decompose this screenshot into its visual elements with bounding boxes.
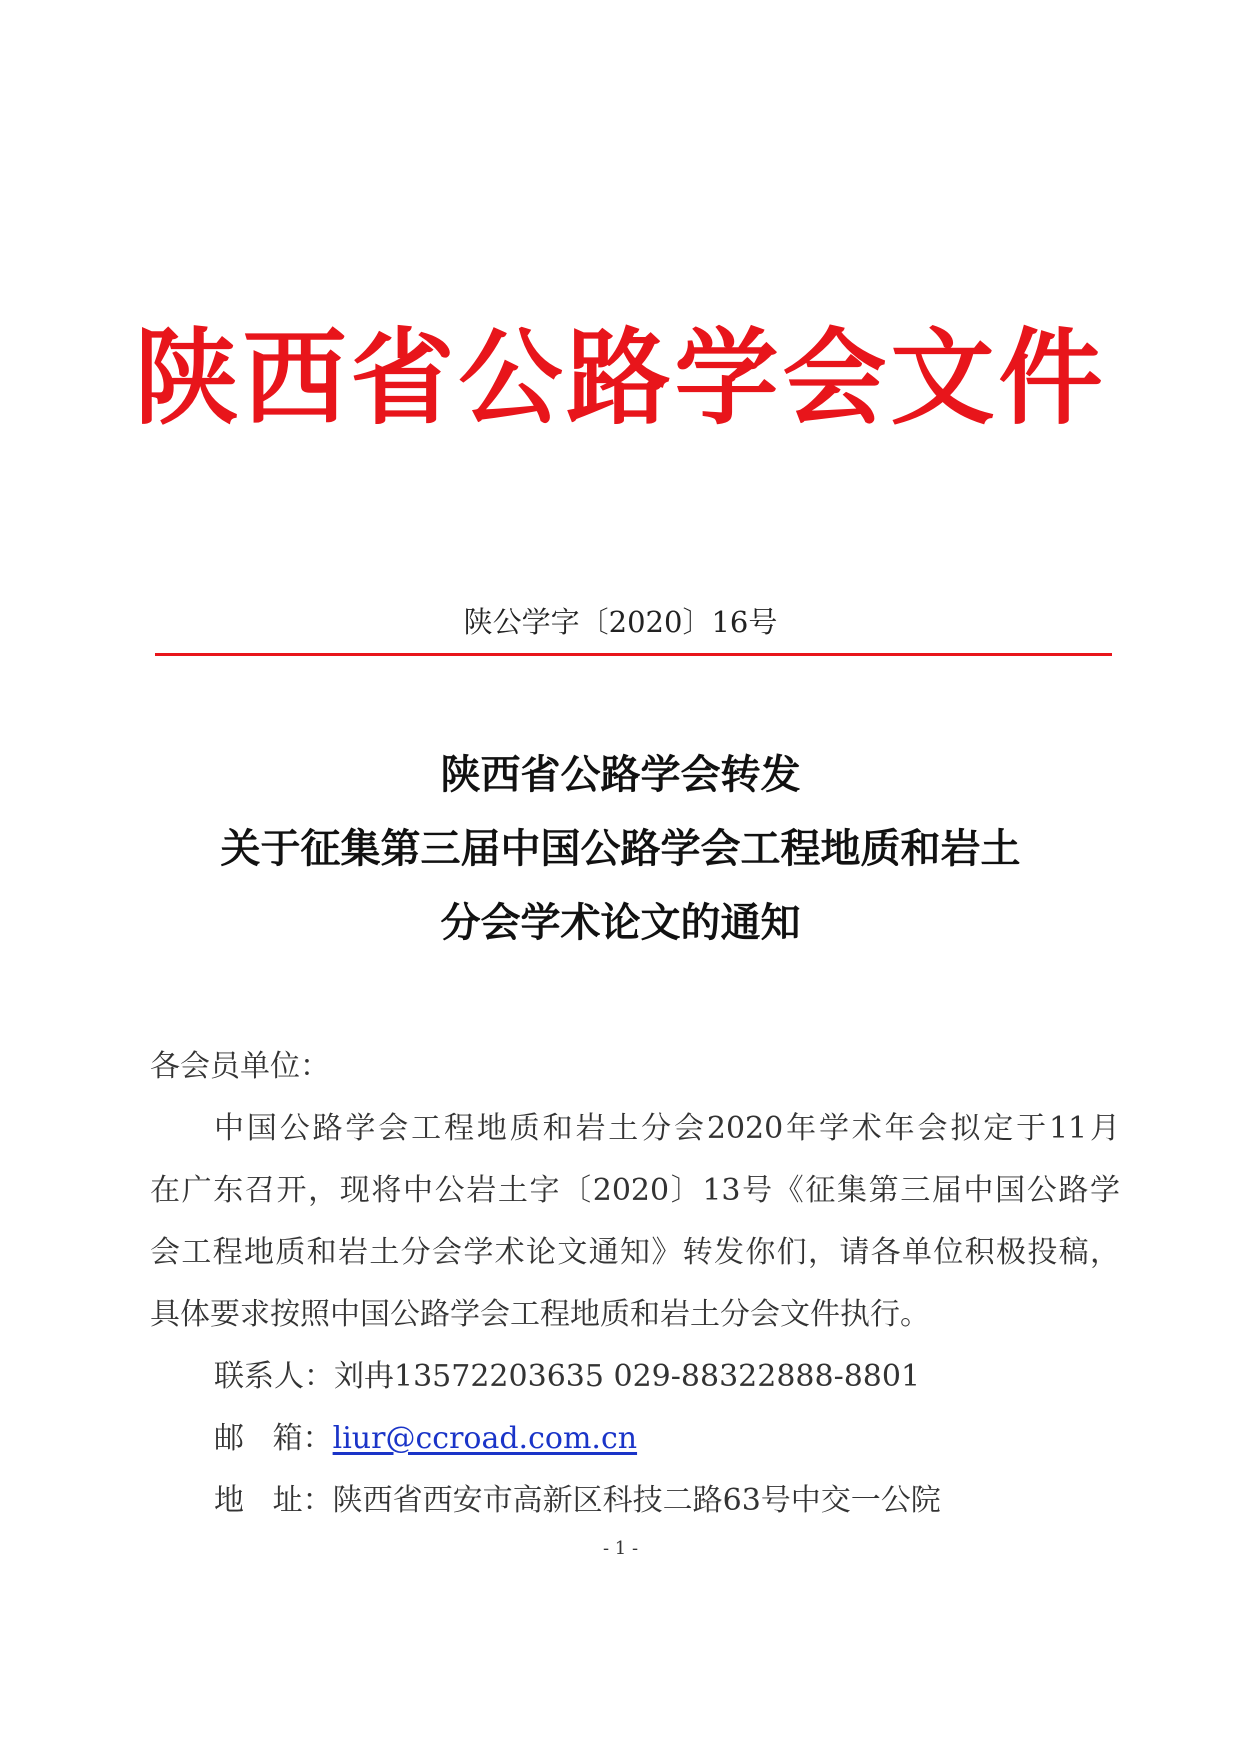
contact-person-label: 联系人：	[214, 1359, 334, 1394]
paragraph-line: 中国公路学会工程地质和岩土分会2020年学术年会拟定于11月	[214, 1111, 1120, 1146]
contact-address	[150, 1470, 1120, 1532]
notice-body	[150, 1036, 1120, 1532]
salutation: 各会员单位：	[150, 1049, 330, 1084]
title-line: 陕西省公路学会转发	[440, 752, 801, 798]
paragraph-line: 在广东召开，现将中公岩土字〔2020〕13号《征集第三届中国公路学	[150, 1173, 1120, 1208]
contact-person	[150, 1346, 1120, 1408]
masthead-title: 陕西省公路学会文件	[134, 317, 1107, 439]
title-line: 分会学术论文的通知	[440, 900, 801, 946]
red-divider	[155, 653, 1112, 656]
contact-email-label: 邮 箱：	[214, 1421, 333, 1456]
contact-address-value: 陕西省西安市高新区科技二路63号中交一公院	[332, 1483, 941, 1518]
contact-address-label: 地 址：	[214, 1483, 333, 1518]
contact-email	[150, 1408, 1120, 1470]
contact-person-value: 刘冉13572203635 029-88322888-8801	[334, 1359, 921, 1394]
notice-title	[0, 738, 1241, 960]
title-line: 关于征集第三届中国公路学会工程地质和岩土	[220, 826, 1021, 872]
page-number: - 1 -	[602, 1538, 639, 1559]
email-link[interactable]: liur@ccroad.com.cn	[332, 1421, 638, 1456]
paragraph-line: 会工程地质和岩土分会学术论文通知》转发你们，请各单位积极投稿，	[150, 1235, 1120, 1270]
paragraph-line: 具体要求按照中国公路学会工程地质和岩土分会文件执行。	[150, 1297, 930, 1332]
document-number: 陕公学字〔2020〕16号	[463, 605, 778, 639]
